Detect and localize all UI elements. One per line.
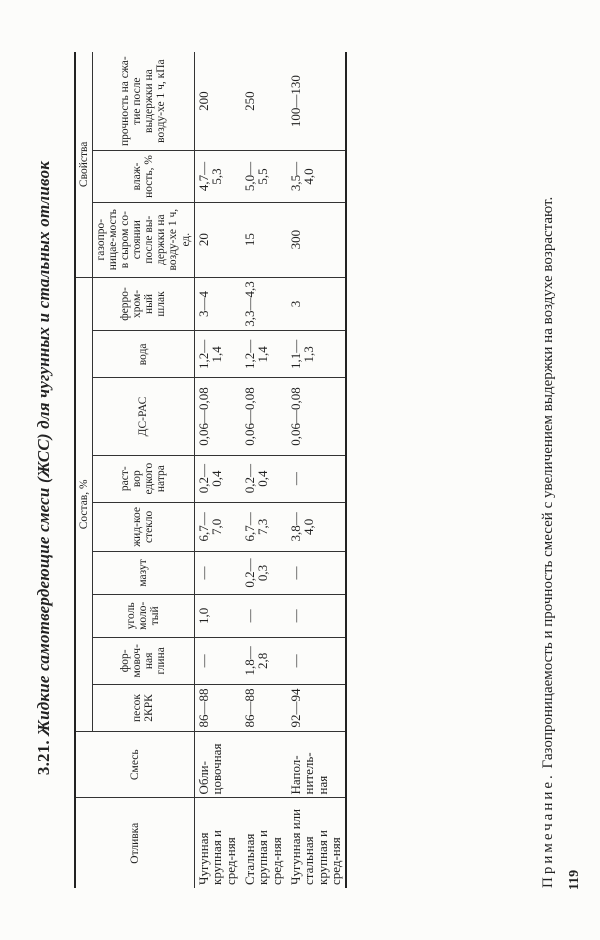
cell-mazut: 0,2—0,3 — [241, 552, 287, 595]
cell-coal: — — [287, 594, 347, 637]
cell-mazut: — — [287, 552, 347, 595]
cell-permeability: 15 — [241, 202, 287, 277]
cell-clay: — — [287, 637, 347, 684]
cell-humidity: 4,7—5,3 — [194, 151, 241, 202]
header-naoh-solution: раст-вор едкого натра — [93, 455, 195, 502]
cell-mazut: — — [194, 552, 241, 595]
cell-mix: Обли-цовочная — [194, 732, 287, 798]
table-footnote — [540, 48, 557, 888]
cell-liquid-glass: 3,8—4,0 — [287, 502, 347, 551]
cell-naoh-solution: 0,2—0,4 — [194, 455, 241, 502]
cell-strength: 100—130 — [287, 52, 347, 151]
table-row — [287, 52, 347, 888]
cell-permeability: 300 — [287, 202, 347, 277]
cell-casting: Стальная крупная и сред-няя — [241, 798, 287, 888]
header-water: вода — [93, 331, 195, 378]
cell-water: 1,2—1,4 — [194, 331, 241, 378]
note-text: Газопроницаемость и прочность смесей с увеличением выдержки на воздухе возрастают. — [540, 196, 556, 773]
table-title — [34, 48, 54, 888]
header-ds-ras: ДС-РАС — [93, 378, 195, 455]
cell-liquid-glass: 6,7—7,3 — [241, 502, 287, 551]
cell-humidity: 5,0—5,5 — [241, 151, 287, 202]
cell-casting: Чугунная крупная и сред-няя — [194, 798, 241, 888]
header-casting: Отливка — [75, 798, 194, 888]
cell-clay: — — [194, 637, 241, 684]
header-clay: фор-мовоч-ная глина — [93, 637, 195, 684]
cell-coal: — — [241, 594, 287, 637]
cell-coal: 1,0 — [194, 594, 241, 637]
cell-humidity: 3,5—4,0 — [287, 151, 347, 202]
cell-strength: 250 — [241, 52, 287, 151]
header-mix: Смесь — [75, 732, 194, 798]
header-permeability: газопро-ницае-мость в сыром со-стоянии после вы-держки на возду-хе 1 ч, ед. — [93, 202, 195, 277]
cell-sand: 86—88 — [194, 684, 241, 731]
cell-naoh-solution: 0,2—0,4 — [241, 455, 287, 502]
cell-ds-ras: 0,06—0,08 — [287, 378, 347, 455]
cell-strength: 200 — [194, 52, 241, 151]
header-coal: уголь моло-тый — [93, 594, 195, 637]
cell-ferrochrome-slag: 3,3—4,3 — [241, 277, 287, 331]
table-caption: Жидкие самотвердеющие смеси (ЖСС) для чугунных и стальных отливок — [34, 160, 53, 736]
cell-sand: 92—94 — [287, 684, 347, 731]
mixture-table — [74, 52, 347, 888]
cell-ferrochrome-slag: 3 — [287, 277, 347, 331]
header-sand: песок 2КРК — [93, 684, 195, 731]
cell-clay: 1,8—2,8 — [241, 637, 287, 684]
note-label: Примечание. — [540, 772, 556, 888]
rotated-content — [20, 40, 580, 900]
header-properties: Свойства — [75, 52, 93, 277]
table-row — [194, 52, 241, 888]
cell-ds-ras: 0,06—0,08 — [194, 378, 241, 455]
table-number: 3.21. — [34, 735, 53, 776]
cell-water: 1,2—1,4 — [241, 331, 287, 378]
header-ferrochrome-slag: ферро-хром-ный шлак — [93, 277, 195, 331]
cell-mix: Напол-нитель-ная — [287, 732, 347, 798]
header-composition: Состав, % — [75, 277, 93, 731]
header-mazut: мазут — [93, 552, 195, 595]
cell-ds-ras: 0,06—0,08 — [241, 378, 287, 455]
header-liquid-glass: жид-кое стекло — [93, 502, 195, 551]
cell-permeability: 20 — [194, 202, 241, 277]
cell-naoh-solution: — — [287, 455, 347, 502]
header-strength: прочность на сжа-тие после выдержки на возду-хе 1 ч, кПа — [93, 52, 195, 151]
page-number: 119 — [567, 869, 583, 891]
cell-sand: 86—88 — [241, 684, 287, 731]
cell-liquid-glass: 6,7—7,0 — [194, 502, 241, 551]
cell-water: 1,1—1,3 — [287, 331, 347, 378]
cell-ferrochrome-slag: 3—4 — [194, 277, 241, 331]
cell-casting: Чугунная или стальная крупная и сред-няя — [287, 798, 347, 888]
header-humidity: влаж-ность, % — [93, 151, 195, 202]
